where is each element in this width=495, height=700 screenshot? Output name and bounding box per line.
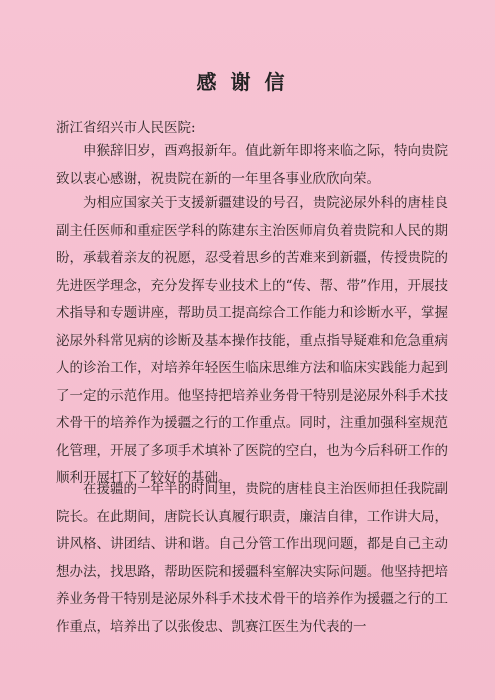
letter-paragraph: 为相应国家关于支援新疆建设的号召，贵院泌尿外科的唐桂良副主任医师和重症医学科的陈建东主治医师肩负着贵院和人民的期盼，承载着亲友的祝愿，忍受着思乡的苦难来到新疆，传授贵院的先进医学理念，充分发挥专业技术上的“传、帮、带”作用，开展技术指导和专题讲座，帮助员工提高综合工作能力和诊断水平，掌握泌尿外科常见病的诊断及基本操作技能，重点指导疑难和危急重病人的诊治工作，对培养年轻医生临床思维方法和临床实践能力起到了一定的示范作用。他坚持把培养业务骨干特别是泌尿外科手术技术骨干的培养作为援疆之行的工作重点。同时，注重加强科室规范化管理，开展了多项手术填补了医院的空白，也为今后科研工作的顺利开展打下了较好的基础。	[56, 195, 448, 486]
letter-title: 感谢信	[196, 70, 299, 94]
letter-addressee: 浙江省绍兴市人民医院:	[56, 120, 196, 136]
letter-paragraph: 申猴辞旧岁，酉鸡报新年。值此新年即将来临之际，特向贵院致以衷心感谢，祝贵院在新的一年里各事业欣欣向荣。	[56, 143, 448, 187]
letter-paragraph: 在援疆的一年半的时间里，贵院的唐桂良主治医师担任我院副院长。在此期间，唐院长认真履行职责，廉洁自律，工作讲大局，讲风格、讲团结、讲和谐。自己分管工作出现问题，都是自己主动想办法，找思路，帮助医院和援疆科室解决实际问题。他坚持把培养业务骨干特别是泌尿外科手术技术骨干的培养作为援疆之行的工作重点，培养出了以张俊忠、凯赛江医生为代表的一	[56, 481, 448, 635]
